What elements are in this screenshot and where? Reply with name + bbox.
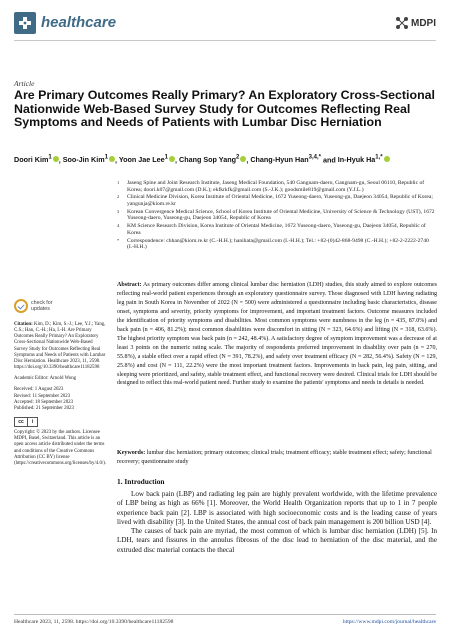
section-heading: 1. Introduction	[117, 477, 165, 486]
author[interactable]: In-Hyuk $Ha^{1,*}$	[337, 155, 383, 165]
check-updates-icon	[14, 299, 28, 313]
orcid-icon[interactable]	[240, 156, 246, 162]
check-updates-label: check for	[31, 300, 53, 306]
affiliation: 1 Jaseng Spine and Joint Research Institute, Jaseng Medical Foundation, 540 Gangnam-daero, Gangnam-gu, Seoul 06110, Republic of Korea; doori.k07@gmail.com (D.K.); ekfkrkfk@gmail.com (S.-J.K.); goodsmile819@gmail.com (Y.J.L.)	[117, 180, 425, 193]
check-updates-button[interactable]	[14, 299, 74, 315]
affiliation: 3 Korean Convergence Medical Science, School of Korea Institute of Oriental Medicine, University of Science & Technology (UST), 1672 Yuseong-daero, Yuseong-gu, Daejeon 34054, Republic of Korea	[117, 208, 435, 222]
keywords	[117, 449, 437, 467]
footer-divider	[14, 614, 436, 615]
cross-heart-icon	[14, 12, 36, 34]
affiliation-list	[117, 180, 437, 252]
author[interactable]: Chang-Hyun Han$^{3,4,*}$	[250, 155, 321, 165]
author[interactable]: Doori Kim$^1$	[14, 155, 52, 165]
affiliation: 2 Clinical Medicine Division, Korea Institute of Oriental Medicine, 1672 Yuseong-daero, Yuseong-gu, Daejeon 34054, Republic of Korea; yangunja@kiom.re.kr	[117, 194, 433, 207]
abstract-text: As primary outcomes differ among clinical lumbar disc herniation (LDH) studies, this study aimed to explore outcomes reflecting real-world patient experiences through an exploratory questionnaire survey. Those diagnosed with LDH having radiating leg pain in South Korea in November of 2022 (N = 500) were administered a questionnaire including basic characteristics, disease onset, symptoms and severity, priority symptoms for improvement, and important treatment factors. Outcome measures included the identification of priority symptoms and disabilities. Most common symptoms were numbness in the leg (n = 435, 87.0%) and back pain (n = 406, 81.2%); most common disabilities were discomfort in sitting (N = 323, 64.6%) and lifting (N = 318, 63.6%). The highest priority symptom was back pain (n = 242, 48.4%). A satisfactory degree of symptom improvement was a decrease of at least 3 points on the numeric rating scale. The majority of respondents preferred improvement in disability over pain (n = 270, 55.8%), a stable effect over a rapid effect (N = 391, 78.2%), and safety over treatment efficacy (N = 282, 56.4%). Safety (N = 129, 25.8%) and cost (N = 111, 22.2%) were the most important treatment factors. Improvements in back pain, leg pain, sitting, and sleeping were prioritized, and safety, stable treatment effect, and functional recovery were desired. Clinical trials for LDH should be designed to reflect this real-world patient need. Further study to examine the patients' symptoms and needs in details is needed.	[117, 282, 437, 387]
check-updates-label: updates	[31, 306, 50, 312]
author-list: Doori Kim$^1$ , Soo-Jin Kim$^1$ , Yoon Jae Lee$^1$ , Chang Sop Yang$^2$ , Chang-Hyun Han$^{3,4,*}$ and In-Hyuk $Ha^{1,*}$	[14, 153, 438, 165]
orcid-icon[interactable]	[169, 156, 175, 162]
correspondence: * Correspondence: chhan@kiom.re.kr (C.-H.H.); hanihata@gmail.com (I.-H.H.); Tel.: +82-(0)42-868-9498 (C.-H.H.); +82-2-2222-2740 (I.-H.H.)	[117, 237, 429, 251]
paragraph: The causes of back pain are myriad, the most common of which is lumbar disc herniation (LDH) [5]. In LDH, tears and fissures in the annulus fibrosus of the disc lead to herniation of the disc material, and the extruded disc material contacts the thecal	[117, 527, 437, 554]
date-received: Received: 1 August 2023	[14, 387, 64, 393]
attribution-icon: i	[28, 417, 38, 427]
cc-by-license-icon[interactable]	[14, 417, 106, 427]
author[interactable]: Soo-Jin Kim$^1$	[62, 155, 108, 165]
orcid-icon[interactable]	[109, 156, 115, 162]
author[interactable]: Yoon Jae Lee$^1$	[118, 155, 168, 165]
journal-name: healthcare	[41, 14, 117, 31]
orcid-icon[interactable]	[384, 156, 390, 162]
keywords-text: lumbar disc herniation; primary outcomes; clinical trials; treatment efficacy; stable treatment effect; safety; functional recovery; questionnaire study	[117, 450, 432, 465]
author[interactable]: Chang Sop Yang$^2$	[179, 155, 240, 165]
publisher-name: MDPI	[411, 17, 436, 29]
abstract-label: Abstract:	[117, 282, 142, 288]
article-type: Article	[14, 79, 35, 88]
header-divider	[14, 40, 436, 41]
date-accepted: Accepted: 18 September 2023	[14, 399, 74, 405]
paragraph: Low back pain (LBP) and radiating leg pain are highly prevalent worldwide, with the lifetime prevalence of LBP being as high as 66% [1]. Moreover, the World Health Organization reports that up to 1 in 7 people experience back pain [2]. LBP is associated with high socioeconomic costs and is the leading cause of years lived with disability [3]. In the United States, the annual cost of back pain management is 200 billion USD [4].	[117, 490, 437, 526]
article-title: Are Primary Outcomes Really Primary? An Exploratory Cross-Sectional Nationwide Web-Based Survey Study for Outcomes Reflecting Real Symptoms and Needs of Patients with Lumbar Disc Herniation	[14, 88, 435, 130]
orcid-icon[interactable]	[53, 156, 59, 162]
publisher-logo[interactable]	[395, 14, 436, 32]
footer-citation[interactable]: Healthcare 2023, 11, 2598. https://doi.org/10.3390/healthcare11182598	[14, 619, 174, 625]
journal-link[interactable]: https://www.mdpi.com/journal/healthcare	[342, 619, 436, 625]
mdpi-logo-icon	[395, 16, 409, 30]
copyright-notice: Copyright: © 2023 by the authors. Licensee MDPI, Basel, Switzerland. This article is an open access article distributed under the terms and conditions of the Creative Commons Attribution (CC BY) license (https://creativecommons.org/licenses/by/4.0/).	[14, 430, 107, 466]
date-revised: Revised: 11 September 2023	[14, 393, 71, 399]
keywords-label: Keywords:	[117, 450, 146, 456]
abstract	[117, 281, 437, 388]
journal-header	[14, 12, 436, 36]
date-published: Published: 21 September 2023	[14, 405, 74, 411]
citation: Citation: Kim, D.; Kim, S.-J.; Lee, Y.J.; Yang, C.S.; Han, C.-H.; Ha, I.-H. Are Primary Outcomes Really Primary? An Exploratory Cross-Sectional Nationwide Web-Based Survey Study for Outcomes Reflecting Real Symptoms and Needs of Patients with Lumbar Disc Herniation. Healthcare 2023, 11, 2598. https://doi.org/10.3390/healthcare11182598	[14, 322, 106, 371]
publication-dates	[14, 387, 106, 412]
article-info-sidebar	[14, 322, 106, 472]
affiliation: 4 KM Science Research Division, Korea Institute of Oriental Medicine, 1672 Yuseong-daero, Yuseong-gu, Daejeon 34054, Republic of Korea	[117, 223, 426, 236]
body-text	[117, 490, 437, 555]
academic-editor: Academic Editor: Arnold Wong	[14, 376, 77, 382]
cc-icon: cc	[14, 417, 28, 427]
